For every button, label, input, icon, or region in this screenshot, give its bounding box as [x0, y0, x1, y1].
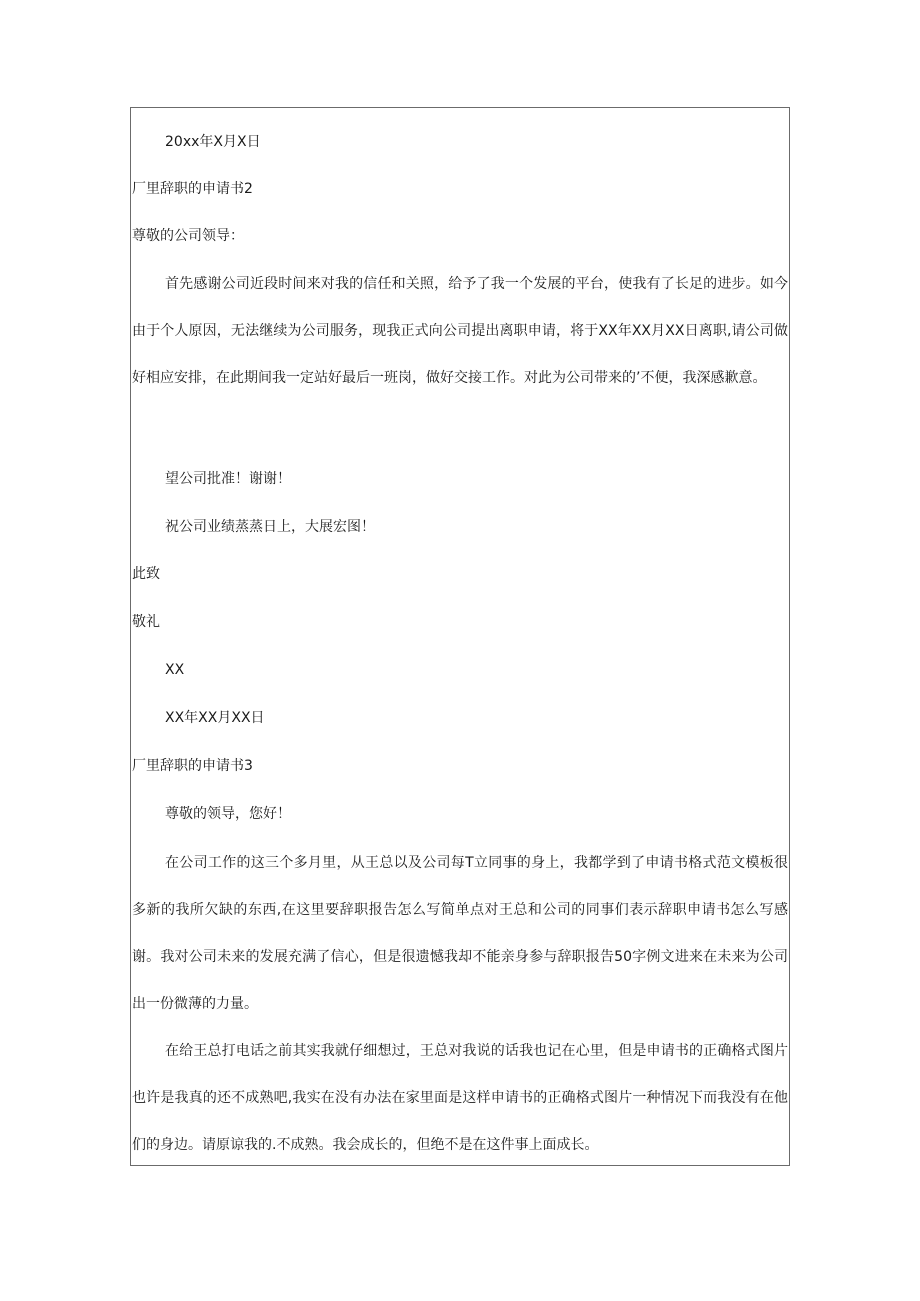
signature: XX — [165, 662, 185, 678]
request-line: 望公司批准！谢谢！ — [165, 471, 291, 487]
body-paragraph: 首先感谢公司近段时间来对我的信任和关照，给予了我一个发展的平台，使我有了长足的进步。如今由于个人原因，无法继续为公司服务，现我正式向公司提出离职申请，将于XX年XX月XX日离职,请公司做好相应安排，在此期间我一定站好最后一班岗，做好交接工作。对此为公司带来的’不便，我深感歉意。 — [132, 276, 788, 386]
signature-date: XX年XX月XX日 — [165, 710, 265, 726]
salutation: 尊敬的领导，您好！ — [165, 806, 291, 822]
closing-line-2: 敬礼 — [132, 614, 160, 630]
closing-line-1: 此致 — [132, 566, 160, 582]
wish-line: 祝公司业绩蒸蒸日上，大展宏图！ — [165, 519, 375, 535]
date-line: 20xx年X月X日 — [165, 134, 261, 150]
body-paragraph: 在公司工作的这三个多月里，从王总以及公司每T立同事的身上，我都学到了申请书格式范文模板很多新的我所欠缺的东西,在这里要辞职报告怎么写简单点对王总和公司的同事们表示辞职申请书怎么写感谢。我对公司未来的发展充满了信心，但是很遗憾我却不能亲身参与辞职报告50字例文进来在未来为公司出一份微薄的力量。 — [132, 855, 788, 1012]
salutation: 尊敬的公司领导： — [132, 228, 244, 244]
body-paragraph: 在给王总打电话之前其实我就仔细想过，王总对我说的话我也记在心里，但是申请书的正确格式图片也许是我真的还不成熟吧,我实在没有办法在家里面是这样申请书的正确格式图片一种情况下而我没有在他们的身边。请原谅我的.不成熟。我会成长的，但绝不是在这件事上面成长。 — [132, 1043, 788, 1153]
letter-title: 厂里辞职的申请书3 — [132, 758, 253, 774]
letter-title: 厂里辞职的申请书2 — [132, 181, 253, 197]
